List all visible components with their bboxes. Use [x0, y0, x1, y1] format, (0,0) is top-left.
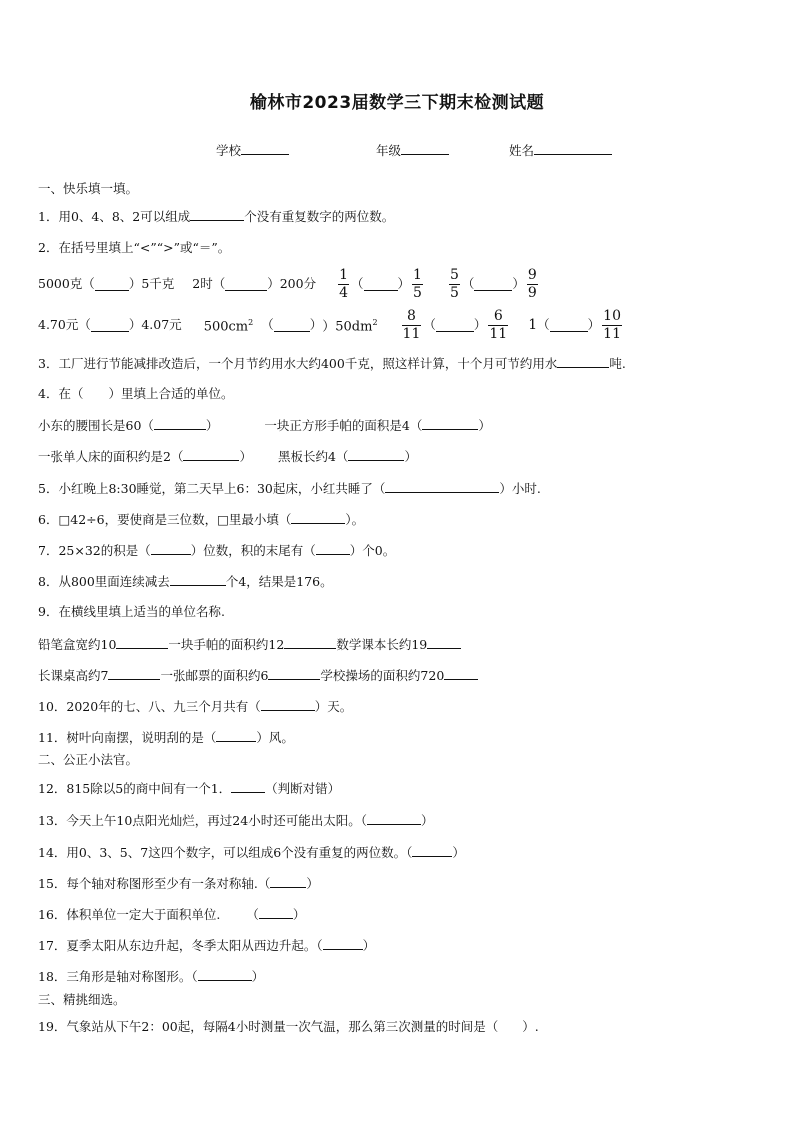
- q3-blank[interactable]: [557, 355, 609, 368]
- question-6: 6．□42÷6，要使商是三位数，□里最小填（ ）。: [38, 512, 365, 527]
- cmp1-blank-3[interactable]: [364, 278, 398, 291]
- cmp2-blank-4[interactable]: [550, 319, 588, 332]
- q9-blank-4[interactable]: [108, 667, 160, 680]
- question-13: 13．今天上午10点阳光灿烂，再过24小时还可能出太阳。（ ）: [38, 813, 434, 828]
- question-16: 16．体积单位一定大于面积单位. （ ）: [38, 907, 306, 922]
- question-12: 12．815除以5的商中间有一个1． （判断对错）: [38, 781, 341, 796]
- compare-row-1: 5000克（ ）5千克 2时（ ）200分 $\frac{1}{4}$ （ ） $\frac{1}{5}$ $\frac{5}{5}$ （ ） $\frac{9}{9}$: [38, 266, 537, 301]
- fraction-6-11: $\frac{6}{11}$: [489, 307, 508, 342]
- question-18: 18．三角形是轴对称图形。（ ）: [38, 969, 265, 984]
- grade-label: 年级: [376, 143, 402, 158]
- compare-row-2: 4.70元（ ）4.07元 $500cm^2$ （ ） ）$50dm^2$ $\frac{8}{11}$ （ ） $\frac{6}{11}$ 1 （ ） $\frac{10}{11}$: [38, 307, 621, 342]
- name-field[interactable]: [509, 141, 612, 159]
- q7-blank-2[interactable]: [316, 542, 350, 555]
- grade-field[interactable]: [376, 141, 449, 159]
- question-19: 19．气象站从下午2：00起，每隔4小时测量一次气温，那么第三次测量的时间是（ ）.: [38, 1019, 539, 1034]
- question-9-row-1: 铅笔盒宽约10 一块手帕的面积约12 数学课本长约19: [38, 636, 461, 653]
- question-11: 11．树叶向南摆，说明刮的是（ ）风。: [38, 730, 294, 745]
- question-15: 15．每个轴对称图形至少有一条对称轴.（ ）: [38, 876, 319, 891]
- question-1: 1．用0、4、8、2可以组成 个没有重复数字的两位数。: [38, 209, 395, 224]
- section-3-heading: 三、精挑细选。: [38, 992, 126, 1007]
- q9-blank-6[interactable]: [444, 667, 478, 680]
- q11-blank[interactable]: [216, 729, 256, 742]
- q5-blank[interactable]: [385, 480, 499, 493]
- q14-blank[interactable]: [412, 844, 452, 857]
- q6-blank[interactable]: [291, 511, 345, 524]
- q18-blank[interactable]: [198, 968, 252, 981]
- q9-blank-1[interactable]: [116, 636, 168, 649]
- name-blank[interactable]: [534, 142, 612, 155]
- question-7: 7．25×32的积是（ ）位数，积的末尾有（ ）个0。: [38, 543, 396, 558]
- fraction-10-11: $\frac{10}{11}$: [603, 307, 621, 342]
- school-label: 学校: [216, 143, 242, 158]
- school-blank[interactable]: [241, 142, 289, 155]
- q15-blank[interactable]: [270, 875, 306, 888]
- q10-blank[interactable]: [261, 698, 315, 711]
- q9-blank-5[interactable]: [268, 667, 320, 680]
- section-1-heading: 一、快乐填一填。: [38, 181, 139, 196]
- cmp1-blank-1[interactable]: [95, 278, 129, 291]
- question-17: 17．夏季太阳从东边升起，冬季太阳从西边升起。（ ）: [38, 938, 376, 953]
- fraction-9-9: $\frac{9}{9}$: [527, 266, 537, 301]
- q8-blank[interactable]: [170, 573, 226, 586]
- question-14: 14．用0、3、5、7这四个数字，可以组成6个没有重复的两位数。（ ）: [38, 845, 465, 860]
- q4-blank-4[interactable]: [348, 448, 404, 461]
- question-4-row-2: 一张单人床的面积约是2（ ） 黑板长约4（ ）: [38, 449, 417, 464]
- q17-blank[interactable]: [323, 937, 363, 950]
- q1-blank[interactable]: [190, 208, 244, 221]
- q4-blank-2[interactable]: [422, 417, 478, 430]
- school-field[interactable]: [216, 141, 289, 159]
- question-5: 5．小红晚上8:30睡觉，第二天早上6：30起床，小红共睡了（ ）小时.: [38, 481, 541, 496]
- q9-blank-3[interactable]: [427, 636, 461, 649]
- question-8: 8．从800里面连续减去 个4，结果是176。: [38, 574, 333, 589]
- cmp2-blank-2[interactable]: [274, 319, 310, 332]
- question-4-row-1: 小东的腰围长是60（ ） 一块正方形手帕的面积是4（ ）: [38, 418, 491, 433]
- question-10: 10．2020年的七、八、九三个月共有（ ）天。: [38, 699, 353, 714]
- page-title: 榆林市2023届数学三下期末检测试题: [249, 93, 545, 113]
- fraction-1-5: $\frac{1}{5}$: [413, 266, 422, 301]
- q7-blank-1[interactable]: [151, 542, 191, 555]
- cmp2-blank-3[interactable]: [436, 319, 474, 332]
- grade-blank[interactable]: [401, 142, 449, 155]
- q13-blank[interactable]: [367, 812, 421, 825]
- q12-blank[interactable]: [231, 780, 265, 793]
- fraction-8-11: $\frac{8}{11}$: [402, 307, 421, 342]
- cmp1-blank-4[interactable]: [474, 278, 512, 291]
- name-label: 姓名: [509, 143, 535, 158]
- section-2-heading: 二、公正小法官。: [38, 752, 139, 767]
- q4-blank-1[interactable]: [154, 417, 206, 430]
- question-2: 2．在括号里填上“<”“>”或“＝”。: [38, 240, 231, 255]
- cmp1-blank-2[interactable]: [225, 278, 267, 291]
- fraction-5-5: $\frac{5}{5}$: [449, 266, 459, 301]
- question-3: 3．工厂进行节能减排改造后，一个月节约用水大约400千克，照这样计算，十个月可节约用水 吨.: [38, 356, 626, 371]
- fraction-1-4: $\frac{1}{4}$: [339, 266, 348, 301]
- q4-blank-3[interactable]: [183, 448, 239, 461]
- question-9-row-2: 长课桌高约7 一张邮票的面积约6 学校操场的面积约720: [38, 667, 478, 684]
- cmp2-blank-1[interactable]: [91, 319, 129, 332]
- q16-blank[interactable]: [259, 906, 293, 919]
- question-4: 4．在（ ）里填上合适的单位。: [38, 386, 234, 401]
- question-9: 9．在横线里填上适当的单位名称.: [38, 604, 225, 619]
- q9-blank-2[interactable]: [284, 636, 336, 649]
